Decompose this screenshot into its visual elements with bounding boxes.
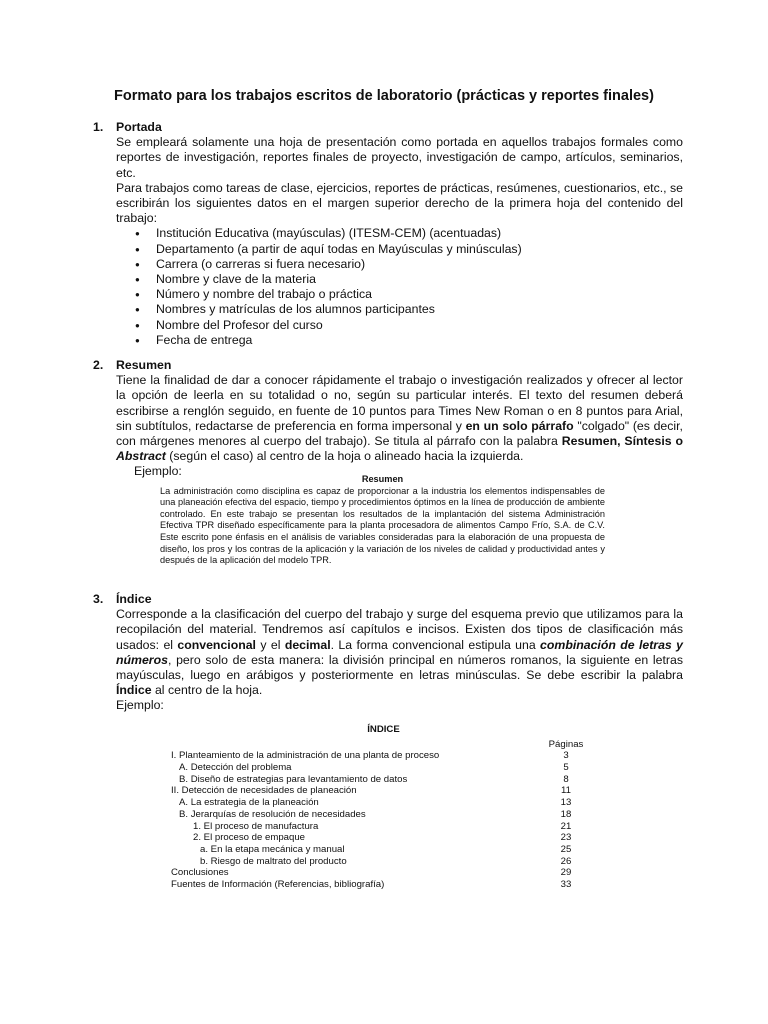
text-run: (según el caso) al centro de la hoja o alineado hacia la izquierda. xyxy=(165,449,524,464)
section-number: 1. xyxy=(93,120,104,134)
index-entry xyxy=(171,785,596,797)
section-heading: Resumen xyxy=(116,358,172,372)
index-entry-label: II. Detección de necesidades de planeación xyxy=(171,785,357,797)
text-run-bold: Índice xyxy=(116,683,152,698)
text-run: Tiene la finalidad de dar a conocer rápidamente el trabajo o investigación realizados y ofrecer al lector la opción de leerla en su totalidad o no, según su particular interés. El texto del resumen deberá escribirse a renglón seguido, en fuente de 10 puntos para Times New Roman o en 8 puntos para Arial, sin subtítulos, redactarse de preferencia en forma impersonal y xyxy=(116,373,683,433)
text-run: , pero solo de esta manera: la división principal en números romanos, la siguiente en letras mayúsculas, luego en arábigos y posteriormente en letras minúsculas. Se debe escribir la palabra xyxy=(116,652,683,683)
index-entry xyxy=(171,762,596,774)
index-entry-label: b. Riesgo de maltrato del producto xyxy=(200,855,347,867)
index-entry-page: 3 xyxy=(563,750,569,762)
text-run: Corresponde a la clasificación del cuerpo del trabajo y surge del esquema previo que utilizamos para la recopilación del material. Tendremos así capítulos e incisos. Existen dos tipos de clasificación más usados: el xyxy=(116,607,683,652)
index-entry-label: A. La estrategia de la planeación xyxy=(179,797,319,809)
index-entry xyxy=(171,809,596,821)
index-entry-page: 21 xyxy=(560,820,572,832)
index-entry-page: 23 xyxy=(560,832,572,844)
index-entry-page: 13 xyxy=(560,797,572,809)
text-run-bold: en un solo párrafo xyxy=(465,418,574,433)
index-entry-label: Fuentes de Información (Referencias, bibliografía) xyxy=(171,878,385,890)
index-entry-page: 33 xyxy=(560,878,572,890)
abstract-example xyxy=(160,474,605,567)
index-entry xyxy=(171,867,596,879)
section-resumen xyxy=(93,358,683,480)
index-entry xyxy=(171,797,596,809)
index-example xyxy=(171,724,596,891)
index-entry xyxy=(171,844,596,856)
index-entry-label: A. Detección del problema xyxy=(179,762,292,774)
text-run-bold: convencional xyxy=(177,637,256,652)
abstract-text: La administración como disciplina es capaz de proporcionar a la industria los elementos indispensables de una planeación efectiva del espacio, tiempo y procedimientos óptimos en la línea de producción de ambiente controlado. En este trabajo se presentan los resultados de la implantación del sistema Administración Efectiva TPR diseñado específicamente para la planta procesadora de alimentos Campo Frío, S.A. de C.V. Este escrito pone énfasis en el análisis de variables consideradas para la elaboración de una propuesta de diseño, los pros y los contras de la aplicación y la variación de los niveles de calidad y productividad antes y después de la aplicación del modelo TPR. xyxy=(160,485,605,566)
bullet-item: ● Departamento (a partir de aquí todas en Mayúsculas y minúsculas) xyxy=(116,242,683,257)
bullet-item: ● Fecha de entrega xyxy=(116,333,683,348)
index-title: ÍNDICE xyxy=(367,724,400,735)
index-entry xyxy=(171,832,596,844)
section-portada xyxy=(93,120,683,348)
index-entry-label: I. Planteamiento de la administración de una planta de proceso xyxy=(171,750,440,762)
index-entry-label: 2. El proceso de empaque xyxy=(193,832,306,844)
section-heading: Portada xyxy=(116,120,162,134)
bullet-item: ● Nombres y matrículas de los alumnos participantes xyxy=(116,302,683,317)
index-entry-page: 29 xyxy=(560,867,572,879)
abstract-title: Resumen xyxy=(361,474,404,484)
portada-paragraph-1: Se empleará solamente una hoja de presentación como portada en aquellos trabajos formales como reportes de investigación, reportes finales de proyecto, investigación de campo, artículos, seminarios, etc. xyxy=(116,135,683,180)
section-number: 2. xyxy=(93,358,104,372)
index-entry-page: 18 xyxy=(560,808,572,820)
bullet-item: ● Institución Educativa (mayúsculas) (ITESM-CEM) (acentuadas) xyxy=(116,226,683,241)
portada-paragraph-2: Para trabajos como tareas de clase, ejercicios, reportes de prácticas, resúmenes, cuestionarios, etc., se escribirán los siguientes datos en el margen superior derecho de la primera hoja del contenido del trabajo: xyxy=(116,180,683,226)
index-entry-page: 5 xyxy=(563,762,569,774)
resumen-paragraph xyxy=(116,373,683,464)
section-number: 3. xyxy=(93,592,104,606)
text-run: . La forma convencional estipula una xyxy=(330,637,541,652)
text-run-bold: Resumen, Síntesis o xyxy=(561,434,683,449)
index-entry-label: a. En la etapa mecánica y manual xyxy=(200,843,345,855)
bullet-item: ● Número y nombre del trabajo o práctica xyxy=(116,287,683,302)
bullet-item: ● Carrera (o carreras si fuera necesario) xyxy=(116,257,683,272)
text-run: al centro de la hoja. xyxy=(151,683,263,698)
text-run: "colgado" (es decir, con márgenes menores al cuerpo del trabajo). Se titula al párrafo con la palabra xyxy=(116,418,683,449)
index-entry xyxy=(171,774,596,786)
indice-paragraph xyxy=(116,607,683,698)
index-rows xyxy=(171,750,596,890)
index-entry xyxy=(171,750,596,762)
index-entry xyxy=(171,821,596,833)
bullet-item: ● Nombre del Profesor del curso xyxy=(116,318,683,333)
text-run-bold-italic: combinación de letras y números xyxy=(116,637,683,667)
section-indice xyxy=(93,592,683,714)
index-entry-page: 11 xyxy=(561,785,571,797)
text-run-bold: decimal xyxy=(284,637,331,652)
index-entry-page: 8 xyxy=(563,773,569,785)
index-entry xyxy=(171,856,596,868)
text-run-bold-italic: Abstract xyxy=(116,449,166,464)
index-entry xyxy=(171,879,596,891)
index-entry-label: 1. El proceso de manufactura xyxy=(193,820,319,832)
index-entry-page: 25 xyxy=(560,843,572,855)
index-header-row xyxy=(171,739,596,751)
pages-header: Páginas xyxy=(548,738,584,750)
index-entry-label: B. Diseño de estrategias para levantamiento de datos xyxy=(179,773,408,785)
example-label: Ejemplo: xyxy=(134,464,182,479)
section-heading: Índice xyxy=(116,592,152,606)
example-label: Ejemplo: xyxy=(116,698,164,713)
index-entry-label: Conclusiones xyxy=(171,867,229,879)
portada-bullet-list xyxy=(116,226,683,348)
index-entry-label: B. Jerarquías de resolución de necesidades xyxy=(179,808,366,820)
index-entry-page: 26 xyxy=(560,855,572,867)
bullet-item: ● Nombre y clave de la materia xyxy=(116,272,683,287)
text-run: y el xyxy=(255,637,285,652)
document-title: Formato para los trabajos escritos de laboratorio (prácticas y reportes finales) xyxy=(114,88,654,104)
